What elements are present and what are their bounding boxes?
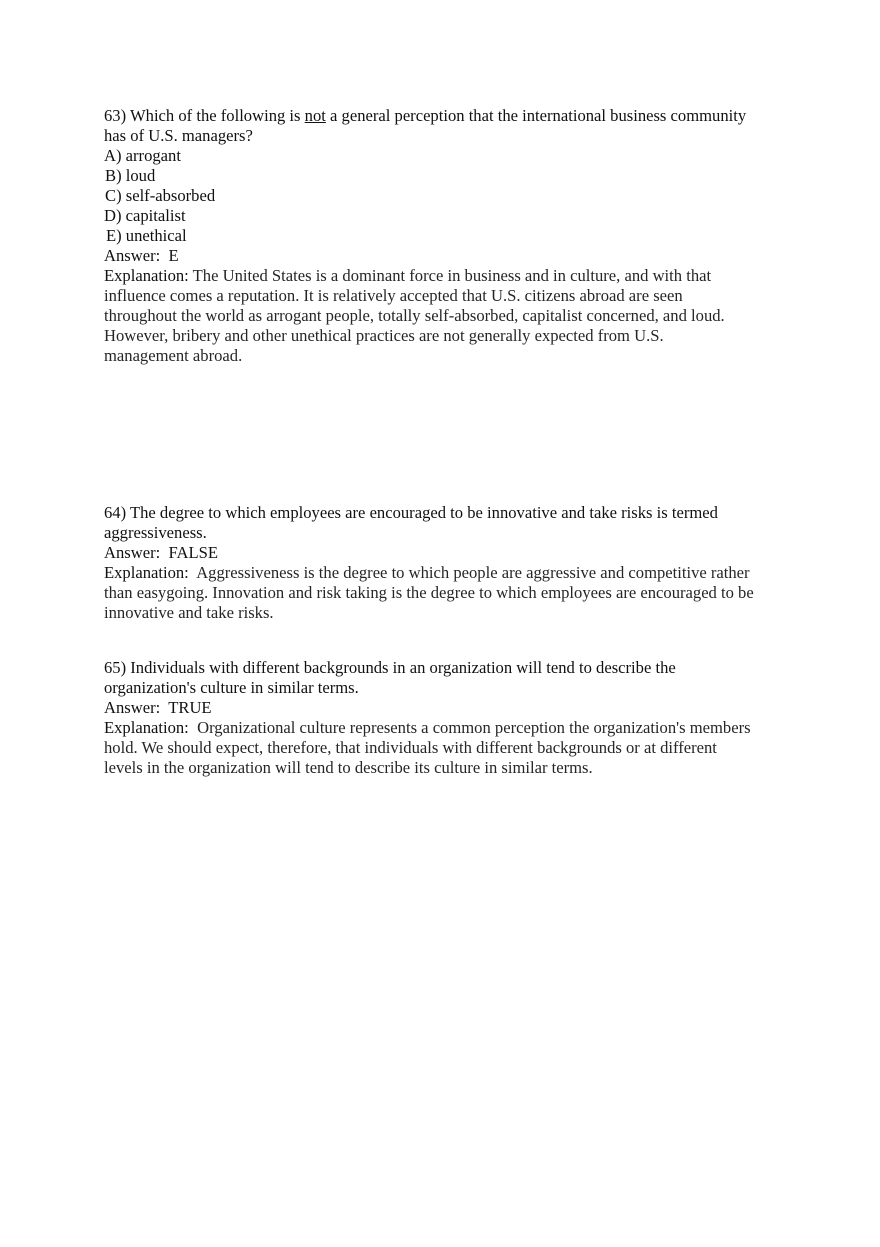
question-stem-line-2: has of U.S. managers?	[104, 126, 253, 145]
explanation-text: Organizational culture represents a common perception the organization's members	[197, 718, 751, 737]
explanation-line-3: innovative and take risks.	[104, 603, 274, 622]
explanation-line-2: influence comes a reputation. It is relatively accepted that U.S. citizens abroad are seen	[104, 286, 683, 305]
question-number: 64)	[104, 503, 127, 522]
question-stem-text: Individuals with different backgrounds in an organization will tend to describe the	[130, 658, 676, 677]
choice-a: A) arrogant	[104, 146, 181, 165]
question-number: 63)	[104, 106, 127, 125]
question-stem-text: a general perception that the international business community	[330, 106, 747, 125]
choice-e: E) unethical	[106, 226, 187, 245]
question-stem-line-1	[104, 658, 794, 678]
explanation-line-1	[104, 563, 794, 583]
explanation-label: Explanation:	[104, 563, 189, 582]
answer-line	[104, 246, 794, 266]
question-stem-text: Which of the following is	[129, 106, 301, 125]
question-number: 65)	[104, 658, 127, 677]
explanation-label: Explanation:	[104, 718, 189, 737]
answer-value: E	[168, 246, 179, 265]
answer-line	[104, 543, 794, 563]
question-63	[104, 106, 794, 366]
answer-label: Answer:	[104, 698, 161, 717]
question-stem-line-2: aggressiveness.	[104, 523, 207, 542]
choice-b: B) loud	[105, 166, 156, 185]
choice-d: D) capitalist	[104, 206, 186, 225]
question-stem-line-1	[104, 503, 794, 523]
explanation-line-4: However, bribery and other unethical practices are not generally expected from U.S.	[104, 326, 664, 345]
question-65	[104, 658, 794, 778]
choice-c: C) self-absorbed	[105, 186, 216, 205]
explanation-text: Aggressiveness is the degree to which people are aggressive and competitive rather	[196, 563, 750, 582]
question-stem-text: The degree to which employees are encouraged to be innovative and take risks is termed	[129, 503, 718, 522]
question-stem-line-1	[104, 106, 794, 126]
answer-line	[104, 698, 794, 718]
question-stem-emphasis: not	[304, 106, 326, 125]
answer-label: Answer:	[104, 246, 161, 265]
answer-label: Answer:	[104, 543, 161, 562]
answer-value: FALSE	[168, 543, 219, 562]
explanation-line-5: management abroad.	[104, 346, 243, 365]
explanation-label: Explanation:	[104, 266, 189, 285]
explanation-line-2: hold. We should expect, therefore, that individuals with different backgrounds or at different	[104, 738, 717, 757]
explanation-line-2: than easygoing. Innovation and risk taking is the degree to which employees are encouraged to be	[104, 583, 754, 602]
explanation-text: The United States is a dominant force in business and in culture, and with that	[192, 266, 712, 285]
answer-value: TRUE	[168, 698, 212, 717]
question-stem-line-2: organization's culture in similar terms.	[104, 678, 359, 697]
explanation-line-1	[104, 718, 794, 738]
explanation-line-3: throughout the world as arrogant people, totally self-absorbed, capitalist concerned, and loud.	[104, 306, 725, 325]
question-64	[104, 503, 794, 623]
explanation-line-1	[104, 266, 794, 286]
explanation-line-3: levels in the organization will tend to describe its culture in similar terms.	[104, 758, 593, 777]
